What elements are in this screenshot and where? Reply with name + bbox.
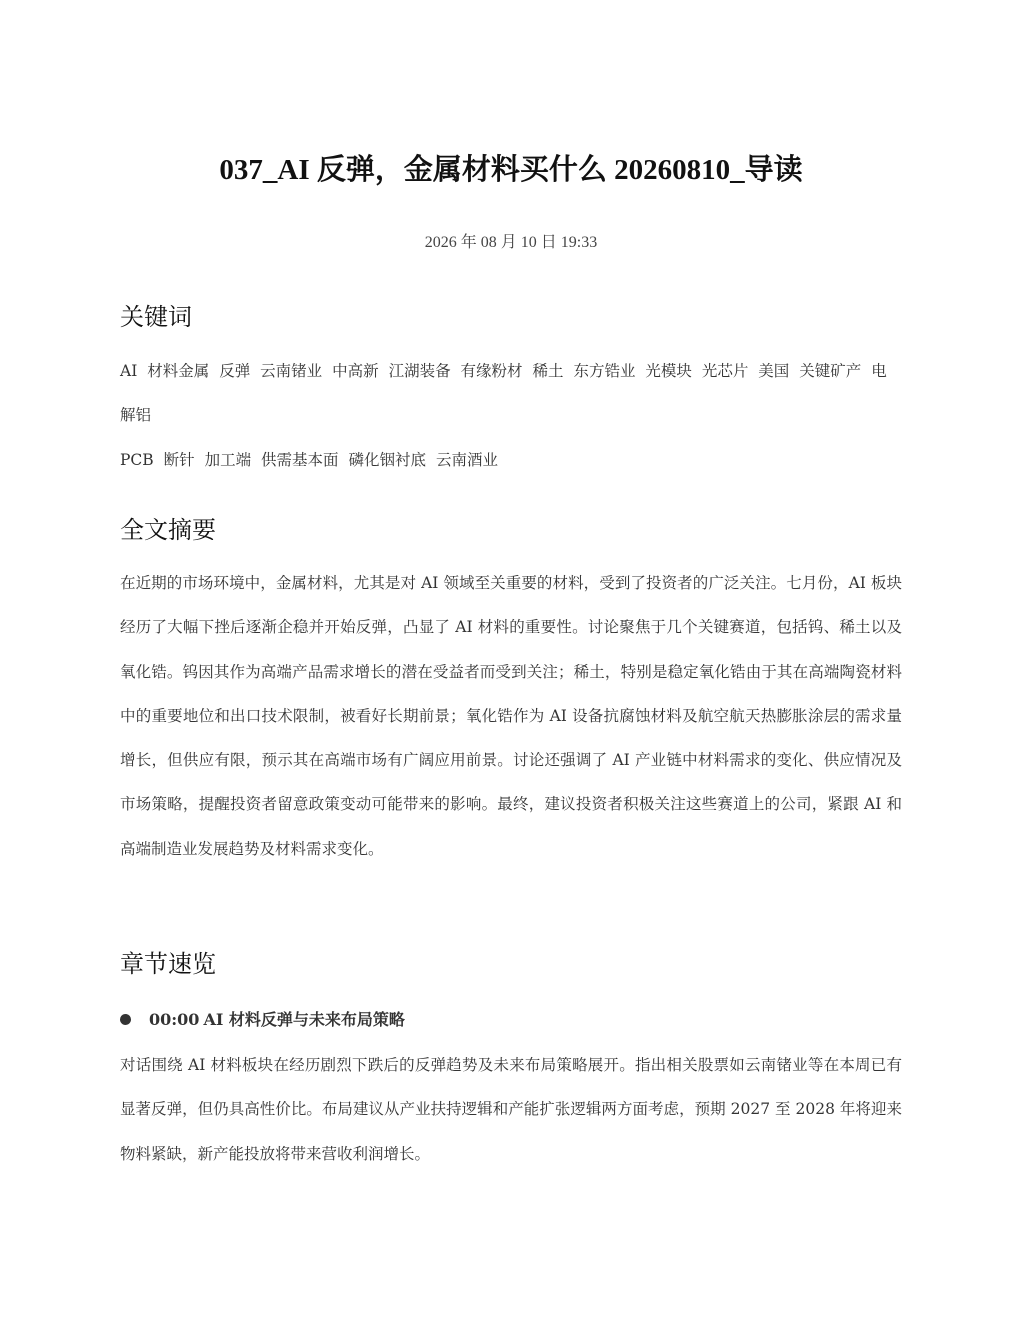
keyword-item: 美国: [758, 362, 790, 380]
keyword-item: 加工端: [204, 450, 252, 469]
keyword-item: 材料金属: [147, 362, 210, 380]
keyword-item: 光模块: [645, 362, 692, 380]
keyword-item: 供需基本面: [261, 450, 339, 469]
keyword-item: 磷化铟衬底: [348, 450, 426, 469]
keyword-item: 断针: [163, 450, 195, 469]
keyword-item: 反弹: [219, 362, 251, 380]
chapters-heading: 章节速览: [120, 950, 216, 978]
keyword-item: 云南锗业: [260, 362, 323, 380]
keyword-item: 江湖装备: [388, 362, 451, 380]
keyword-item: 稀土: [532, 362, 564, 380]
keyword-item: 中高新: [332, 362, 379, 380]
document-date: 2026 年 08 月 10 日 19:33: [424, 234, 598, 251]
chapter-summary-text: 对话围绕 AI 材料板块在经历剧烈下跌后的反弹趋势及未来布局策略展开。指出相关股票如云南锗业等在本周已有显著反弹，但仍具高性价比。布局建议从产业扶持逻辑和产能扩张逻辑两方面考虑，预期 2027 至 2028 年将迎来物料紧缺，新产能投放将带来营收利润增长。: [120, 1056, 902, 1163]
document-title: 037_AI 反弹，金属材料买什么 20260810_导读: [219, 154, 803, 186]
keyword-item: AI: [120, 362, 138, 380]
keyword-item: 关键矿产: [799, 362, 862, 380]
chapter-item: [120, 1005, 902, 1035]
keyword-item: 光芯片: [701, 362, 749, 380]
bullet-icon: [120, 1014, 131, 1025]
keywords-heading: 关键词: [120, 303, 192, 331]
keyword-item: 有缘粉材: [460, 362, 523, 380]
keyword-item: 云南酒业: [435, 450, 498, 469]
summary-heading: 全文摘要: [120, 516, 216, 544]
summary-text: 在近期的市场环境中，金属材料，尤其是对 AI 领域至关重要的材料，受到了投资者的广泛关注。七月份，AI 板块经历了大幅下挫后逐渐企稳并开始反弹，凸显了 AI 材料的重要性。讨论聚焦于几个关键赛道，包括钨、稀土以及氧化锆。钨因其作为高端产品需求增长的潜在受益者而受到关注；稀土，特别是稳定氧化锆由于其在高端陶瓷材料中的重要地位和出口技术限制，被看好长期前景；氧化锆作为 AI 设备抗腐蚀材料及航空航天热膨胀涂层的需求量增长，但供应有限，预示其在高端市场有广阔应用前景。讨论还强调了 AI 产业链中材料需求的变化、供应情况及市场策略，提醒投资者留意政策变动可能带来的影响。最终，建议投资者积极关注这些赛道上的公司，紧跟 AI 和高端制造业发展趋势及材料需求变化。: [120, 574, 902, 858]
keyword-item: PCB: [120, 450, 154, 469]
keyword-item: 东方锆业: [573, 362, 636, 380]
keyword-item: 电解铝: [120, 362, 887, 425]
chapter-time: 00:00: [149, 1010, 200, 1029]
keywords-list: [120, 349, 902, 482]
chapter-title: AI 材料反弹与未来布局策略: [203, 1010, 405, 1029]
chapter-heading: [149, 1005, 405, 1035]
